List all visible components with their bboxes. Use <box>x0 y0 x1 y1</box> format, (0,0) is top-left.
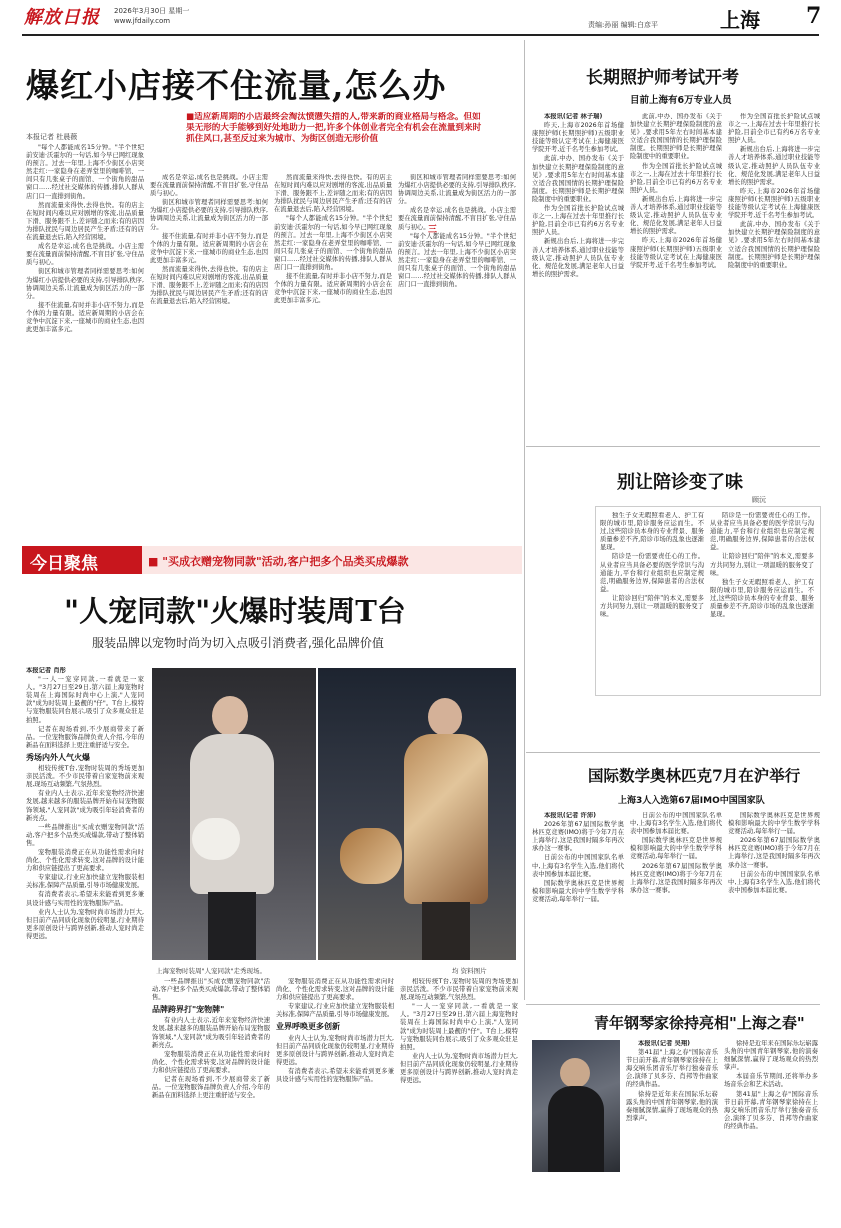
story1-paragraph: 街区和城市管理者同样需要思考:如何为爆红小店提供必要的支持,引导排队秩序,协调周边关系,让流量成为街区活力的一部分。 <box>26 268 144 300</box>
story2-column-3 <box>728 113 820 439</box>
feature-headline: "人宠同款"火爆时装周T台 <box>64 594 406 628</box>
feature-paragraph: "一人一宠穿同款,一看就是一家人。"3月27日至29日,第六届上海宠物时装周在上海国际时尚中心上演,"人宠同款"成为时装周上最靓的"仔"。T台上,模特与宠物服装同台展示,吸引了众多观众驻足拍照。 <box>26 676 144 724</box>
feature-sub1: 秀场内外人气火爆 <box>26 752 90 762</box>
page-number: 7 <box>806 3 822 29</box>
story2-subhead: 目前上海有6万专业人员 <box>630 95 732 106</box>
story3-paragraph: 国际数学奥林匹克是世界规模和影响最大的中学生数学学科竞赛活动,每年举行一届。 <box>630 837 722 861</box>
dog-figure <box>340 828 402 884</box>
section-divider <box>526 446 820 447</box>
story3-headline: 国际数学奥林匹克7月在沪举行 <box>588 766 801 785</box>
story2-paragraph: 昨天,上海市2026年首场健康照护师(长期照护师)五级职业技能等级认定考试在上海健康医学院开考,近千名考生参加考试。 <box>630 237 722 269</box>
feature-kicker-label <box>22 546 142 574</box>
column-paragraph: 陪诊是一份需要责任心的工作。从业者应当具备必要的医学常识与沟通能力,平台和行业组织也应制定规范,明确服务边界,保障患者的合法权益。 <box>710 512 814 552</box>
feature-paragraph: 专家建议,行业应加快建立宠物服装相关标准,保障产品质量,引导市场健康发展。 <box>26 874 144 890</box>
story2-paragraph: 新规出台后,上海将进一步完善人才培养体系,通过职业技能等级认定,推动照护人员队伍专业化、规范化发展,满足老年人日益增长的照护需求。 <box>728 146 820 186</box>
feature-subhead: 服装品牌以宠物时尚为切入点吸引消费者,强化品牌价值 <box>92 636 384 650</box>
feature-paragraph: 记者在现场看到,不少展商带来了新品。一位宠物服饰品牌负责人介绍,今年的新品在面料选择上更注重舒适与安全。 <box>26 725 144 749</box>
feature-column-4 <box>400 978 518 1212</box>
story1-paragraph: 接不住流量,有时并非小店不努力,而是个体的力量有限。适应新周期的小店会在竞争中沉淀下来,一座城市的商业生态,也因此更加丰富多元。 <box>26 301 144 334</box>
story2-paragraph: 昨天,上海市2026年首场健康照护师(长期照护师)五级职业技能等级认定考试在上海健康医学院开考,近千名考生参加考试。 <box>532 122 624 154</box>
story4-headline: 青年钢琴家徐持亮相"上海之春" <box>594 1014 805 1032</box>
story2-paragraph: 作为全国首批长护险试点城市之一,上海在过去十年里推行长护险,目前全市已有约6万名专业照护人员。 <box>630 162 722 194</box>
column-headline: 别让陪诊变了味 <box>617 472 743 493</box>
feature-paragraph: 一些品牌推出"买成衣赠宠物同款"活动,客户把多个品类买成爆款,带动了整体销售。 <box>152 978 270 1002</box>
feature-paragraph: 一些品牌推出"买成衣赠宠物同款"活动,客户把多个品类买成爆款,带动了整体销售。 <box>26 823 144 847</box>
model-coat <box>404 734 488 904</box>
story3-byline: 本报讯(记者 许沛) <box>544 812 597 819</box>
feature-paragraph: 有业内人士表示,近年来宠物经济快速发展,越来越多的服装品牌开始布局宠物服饰领域,"人宠同款"成为吸引年轻消费者的新亮点。 <box>152 1017 270 1049</box>
column-paragraph: 让陪诊回归"陪伴"的本义,需要多方共同努力,别让一项温暖的服务变了味。 <box>600 594 704 619</box>
feature-sub2: 品牌跨界打"宠物牌" <box>152 1005 225 1015</box>
story3-paragraph: 国际数学奥林匹克是世界规模和影响最大的中学生数学学科竞赛活动,每年举行一届。 <box>728 812 820 836</box>
story3-paragraph: 日前公布的中国国家队名单中,上海有3名学生入选,他们将代表中国参加本届比赛。 <box>630 812 722 836</box>
story3-column-1 <box>532 812 624 998</box>
feature-paragraph: 宠物服装消费正在从功能性需求向时尚化、个性化需求转变,这对品牌的设计能力和供应链提出了更高要求。 <box>26 848 144 873</box>
model-coat <box>190 734 274 894</box>
story4-column-2 <box>724 1040 818 1220</box>
story3-paragraph: 2026年第67届国际数学奥林匹克竞赛(IMO)将于今年7月在上海举行,这是我国时隔多年再次承办这一赛事。 <box>630 862 722 894</box>
pianist-body <box>548 1086 604 1172</box>
story1-paragraph: 街区和城市管理者同样需要思考:如何为爆红小店提供必要的支持,引导排队秩序,协调周边关系,让流量成为街区活力的一部分。 <box>150 199 268 231</box>
feature-paragraph: 有消费者表示,希望未来能看到更多兼具设计感与实用性的宠物服饰产品。 <box>26 891 144 907</box>
pianist-silhouette <box>560 1058 590 1088</box>
story4-column-1 <box>626 1040 718 1220</box>
feature-kicker-prefix: 今日聚焦 <box>30 554 98 574</box>
feature-paragraph: 业内人士认为,宠物时尚市场潜力巨大,但目前产品同质化现象仍较明显,行业期待更多原创设计与跨界创新,推动人宠时尚走得更远。 <box>26 908 144 940</box>
story2-byline: 本报讯(记者 林子瑞) <box>544 113 603 120</box>
section-divider <box>526 752 820 753</box>
story4-paragraph: 本届音乐节期间,还将举办多场音乐会和艺术活动。 <box>724 1073 818 1089</box>
feature-paragraph: 相较传统T台,宠物时装周的秀场更加亲民活泼。不少市民带着自家宠物前来观展,现场互动频繁,气氛热烈。 <box>400 978 518 1002</box>
column-paragraph: 让陪诊回归"陪伴"的本义,需要多方共同努力,别让一项温暖的服务变了味。 <box>710 553 814 577</box>
story2-paragraph: 此前,中办、国办发布《关于加快建立长期护理保险制度的意见》,要求用5年左右时间基本建立适合我国国情的长期护理保险制度。长期照护师是长期护理保险制度中的重要职业。 <box>532 155 624 203</box>
column-body-1 <box>600 512 704 690</box>
story1-paragraph: "每个人都能成名15分钟。"半个世纪前安迪·沃霍尔的一句话,如今早已网红现象的预言。过去一年里,上海不少街区小店突然走红:一家隐身在老弄堂里的咖啡馆、一间只有几张桌子的面馆、一个街角的甜品窗口……经过社交媒体的传播,排队人群从店门口一直排到街角。 <box>274 215 392 272</box>
story2-column-2 <box>630 113 722 439</box>
story3-subhead: 上海3人入选第67届IMO中国国家队 <box>618 796 765 806</box>
pianist-photo <box>532 1040 620 1172</box>
feature-column-1 <box>26 667 144 1212</box>
feature-paragraph: 记者在现场看到,不少展商带来了新品。一位宠物服饰品牌负责人介绍,今年的新品在面料选择上更注重舒适与安全。 <box>152 1076 270 1100</box>
story1-paragraph: 街区和城市管理者同样需要思考:如何为爆红小店提供必要的支持,引导排队秩序,协调周边关系,让流量成为街区活力的一部分。 <box>398 174 516 206</box>
story1-byline: 本报记者 杜晨薇 <box>26 133 78 141</box>
story4-paragraph: 第41届"上海之春"国际音乐节日前开幕,青年钢琴家徐持在上海交响乐团音乐厅举行独奏音乐会,演绎了贝多芬、肖邦等作曲家的经典作品。 <box>626 1049 718 1089</box>
story1-paragraph: 然而流量来得快,去得也快。有的店主在短时间内难以应对剧增的客流,出品质量下滑、服务跟不上,差评随之而来;有的店因为排队扰民与周边居民产生矛盾;还有的店在流量退去后,陷入经营困境。 <box>26 201 144 242</box>
model-head <box>212 696 248 736</box>
story1-paragraph: 接不住流量,有时并非小店不努力,而是个体的力量有限。适应新周期的小店会在竞争中沉淀下来,一座城市的商业生态,也因此更加丰富多元。 <box>274 273 392 305</box>
model-head <box>428 698 462 736</box>
feature-paragraph: 业内人士认为,宠物时尚市场潜力巨大,但目前产品同质化现象仍较明显,行业期待更多原创设计与跨界创新,推动人宠时尚走得更远。 <box>400 1052 518 1085</box>
feature-paragraph: 业内人士认为,宠物时尚市场潜力巨大,但目前产品同质化现象仍较明显,行业期待更多原创设计与跨界创新,推动人宠时尚走得更远。 <box>276 1034 394 1066</box>
story1-column-3 <box>274 174 392 520</box>
story1-paragraph: "每个人都能成名15分钟。"半个世纪前安迪·沃霍尔的一句话,如今早已网红现象的预言。过去一年里,上海不少街区小店突然走红:一家隐身在老弄堂里的咖啡馆、一间只有几张桌子的面馆、一个街角的甜品窗口……经过社交媒体的传播,排队人群从店门口一直排到街角。 <box>398 232 516 289</box>
story1-paragraph: "每个人都能成名15分钟。"半个世纪前安迪·沃霍尔的一句话,如今早已网红现象的预言。过去一年里,上海不少街区小店突然走红:一家隐身在老弄堂里的咖啡馆、一间只有几张桌子的面馆、一个街角的甜品窗口……经过社交媒体的传播,排队人群从店门口一直排到街角。 <box>26 144 144 200</box>
story2-paragraph: 作为全国首批长护险试点城市之一,上海在过去十年里推行长护险,目前全市已有约6万名专业照护人员。 <box>728 113 820 145</box>
story4-byline: 本报讯(记者 吴翔) <box>638 1040 691 1047</box>
feature-paragraph: 宠物服装消费正在从功能性需求向时尚化、个性化需求转变,这对品牌的设计能力和供应链提出了更高要求。 <box>152 1050 270 1074</box>
story3-column-3 <box>728 812 820 998</box>
story1-subhead: 三 <box>428 225 438 235</box>
story2-paragraph: 作为全国首批长护险试点城市之一,上海在过去十年里推行长护险,目前全市已有约6万名专业照护人员。 <box>532 205 624 237</box>
issue-date: 2026年3月30日 星期一 <box>114 7 190 15</box>
story4-paragraph: 徐持是近年来在国际乐坛崭露头角的中国青年钢琴家,他的演奏细腻深情,赢得了现场观众的热烈掌声。 <box>626 1090 718 1122</box>
story1-paragraph: 接不住流量,有时并非小店不努力,而是个体的力量有限。适应新周期的小店会在竞争中沉淀下来,一座城市的商业生态,也因此更加丰富多元。 <box>150 232 268 264</box>
story2-paragraph: 昨天,上海市2026年首场健康照护师(长期照护师)五级职业技能等级认定考试在上海健康医学院开考,近千名考生参加考试。 <box>728 187 820 220</box>
feature-sub3: 业界呼唤更多创新 <box>276 1022 340 1032</box>
story2-paragraph: 新规出台后,上海将进一步完善人才培养体系,通过职业技能等级认定,推动照护人员队伍专业化、规范化发展,满足老年人日益增长的照护需求。 <box>532 238 624 278</box>
story2-paragraph: 新规出台后,上海将进一步完善人才培养体系,通过职业技能等级认定,推动照护人员队伍专业化、规范化发展,满足老年人日益增长的照护需求。 <box>630 195 722 236</box>
feature-byline: 本报记者 肖彤 <box>26 667 66 674</box>
dog-figure <box>192 818 240 860</box>
page-editors: 责编:孙丽 编辑:白彦平 <box>588 21 658 29</box>
column-body-2 <box>710 512 814 690</box>
story2-column-1 <box>532 113 624 439</box>
feature-paragraph: "一人一宠穿同款,一看就是一家人。"3月27日至29日,第六届上海宠物时装周在上海国际时尚中心上演,"人宠同款"成为时装周上最靓的"仔"。T台上,模特与宠物服装同台展示,吸引了众多观众驻足拍照。 <box>400 1003 518 1051</box>
story3-paragraph: 2026年第67届国际数学奥林匹克竞赛(IMO)将于今年7月在上海举行,这是我国时隔多年再次承办这一赛事。 <box>728 837 820 869</box>
story3-paragraph: 2026年第67届国际数学奥林匹克竞赛(IMO)将于今年7月在上海举行,这是我国时隔多年再次承办这一赛事。 <box>532 821 624 853</box>
story1-column-1 <box>26 144 144 520</box>
photo-credit: 均 资料图片 <box>452 967 487 975</box>
feature-kicker-text: ■ "买成衣赠宠物同款"活动,客户把多个品类买成爆款 <box>148 555 409 568</box>
section-divider <box>526 1004 820 1005</box>
story2-headline: 长期照护师考试开考 <box>586 68 739 88</box>
story3-paragraph: 国际数学奥林匹克是世界规模和影响最大的中学生数学学科竞赛活动,每年举行一届。 <box>532 879 624 903</box>
feature-photo-right <box>318 668 516 960</box>
model-legs <box>422 902 470 960</box>
story4-paragraph: 第41届"上海之春"国际音乐节日前开幕,青年钢琴家徐持在上海交响乐团音乐厅举行独奏音乐会,演绎了贝多芬、肖邦等作曲家的经典作品。 <box>724 1090 818 1130</box>
story2-paragraph: 此前,中办、国办发布《关于加快建立长期护理保险制度的意见》,要求用5年左右时间基本建立适合我国国情的长期护理保险制度。长期照护师是长期护理保险制度中的重要职业。 <box>630 113 722 161</box>
column-paragraph: 独生子女无暇照看老人、护工有限的城市里,陪诊服务应运而生。不过,这些陪诊员本身的专业背景、服务质量参差不齐,陪诊市场的乱象也逐渐显现。 <box>600 512 704 552</box>
story3-column-2 <box>630 812 722 998</box>
newspaper-logo: 解放日报 <box>24 7 100 28</box>
story1-column-4 <box>398 174 516 520</box>
feature-paragraph: 宠物服装消费正在从功能性需求向时尚化、个性化需求转变,这对品牌的设计能力和供应链提出了更高要求。 <box>276 978 394 1002</box>
section-name: 上海 <box>720 8 760 32</box>
feature-paragraph: 专家建议,行业应加快建立宠物服装相关标准,保障产品质量,引导市场健康发展。 <box>276 1003 394 1019</box>
story1-headline: 爆红小店接不住流量,怎么办 <box>26 66 447 105</box>
feature-photo-left <box>152 668 316 960</box>
column-paragraph: 陪诊是一份需要责任心的工作。从业者应当具备必要的医学常识与沟通能力,平台和行业组织也应制定规范,明确服务边界,保障患者的合法权益。 <box>600 553 704 593</box>
column-divider <box>524 40 525 1000</box>
story2-paragraph: 此前,中办、国办发布《关于加快建立长期护理保险制度的意见》,要求用5年左右时间基本建立适合我国国情的长期护理保险制度。长期照护师是长期护理保险制度中的重要职业。 <box>728 221 820 269</box>
feature-paragraph: 有业内人士表示,近年来宠物经济快速发展,越来越多的服装品牌开始布局宠物服饰领域,"人宠同款"成为吸引年轻消费者的新亮点。 <box>26 790 144 822</box>
feature-paragraph: 有消费者表示,希望未来能看到更多兼具设计感与实用性的宠物服饰产品。 <box>276 1067 394 1084</box>
masthead-rule <box>22 34 819 36</box>
feature-paragraph: 相较传统T台,宠物时装周的秀场更加亲民活泼。不少市民带着自家宠物前来观展,现场互动频繁,气氛热烈。 <box>26 765 144 789</box>
story3-paragraph: 日前公布的中国国家队名单中,上海有3名学生入选,他们将代表中国参加本届比赛。 <box>532 854 624 878</box>
story1-column-2 <box>150 174 268 520</box>
story1-paragraph: 成名是幸运,成名也是挑战。小店主需要在流量面前保持清醒,不盲目扩张,守住品质与初心。 <box>150 174 268 198</box>
story3-paragraph: 日前公布的中国国家队名单中,上海有3名学生入选,他们将代表中国参加本届比赛。 <box>728 870 820 894</box>
model-legs <box>208 892 256 960</box>
story1-deck: ■适应新周期的小店最终会淘汰愤懑失措的人,带来新的商业格局与格念。但如果无形的大手能够到好处地助力一把,许多个体创业者完全有机会在流量到来时抓住风口,甚至反过来为城市、为街区创造无形价值 <box>186 112 482 144</box>
story1-paragraph: 然而流量来得快,去得也快。有的店主在短时间内难以应对剧增的客流,出品质量下滑、服务跟不上,差评随之而来;有的店因为排队扰民与周边居民产生矛盾;还有的店在流量退去后,陷入经营困境。 <box>150 266 268 306</box>
column-author: 顾沅 <box>752 496 766 504</box>
masthead <box>0 0 841 36</box>
story1-paragraph: 成名是幸运,成名也是挑战。小店主需要在流量面前保持清醒,不盲目扩张,守住品质与初心。 <box>398 207 516 231</box>
feature-caption: 上海宠物时装周"人宠同款"走秀现场。 <box>156 967 266 975</box>
story1-paragraph: 成名是幸运,成名也是挑战。小店主需要在流量面前保持清醒,不盲目扩张,守住品质与初心。 <box>26 243 144 267</box>
story1-paragraph: 然而流量来得快,去得也快。有的店主在短时间内难以应对剧增的客流,出品质量下滑、服务跟不上,差评随之而来;有的店因为排队扰民与周边居民产生矛盾;还有的店在流量退去后,陷入经营困境。 <box>274 174 392 214</box>
story4-paragraph: 徐持是近年来在国际乐坛崭露头角的中国青年钢琴家,他的演奏细腻深情,赢得了现场观众的热烈掌声。 <box>724 1040 818 1072</box>
column-paragraph: 独生子女无暇照看老人、护工有限的城市里,陪诊服务应运而生。不过,这些陪诊员本身的专业背景、服务质量参差不齐,陪诊市场的乱象也逐渐显现。 <box>710 578 814 619</box>
feature-column-2 <box>152 978 270 1212</box>
feature-column-3 <box>276 978 394 1212</box>
website[interactable]: www.jfdaily.com <box>114 17 171 25</box>
